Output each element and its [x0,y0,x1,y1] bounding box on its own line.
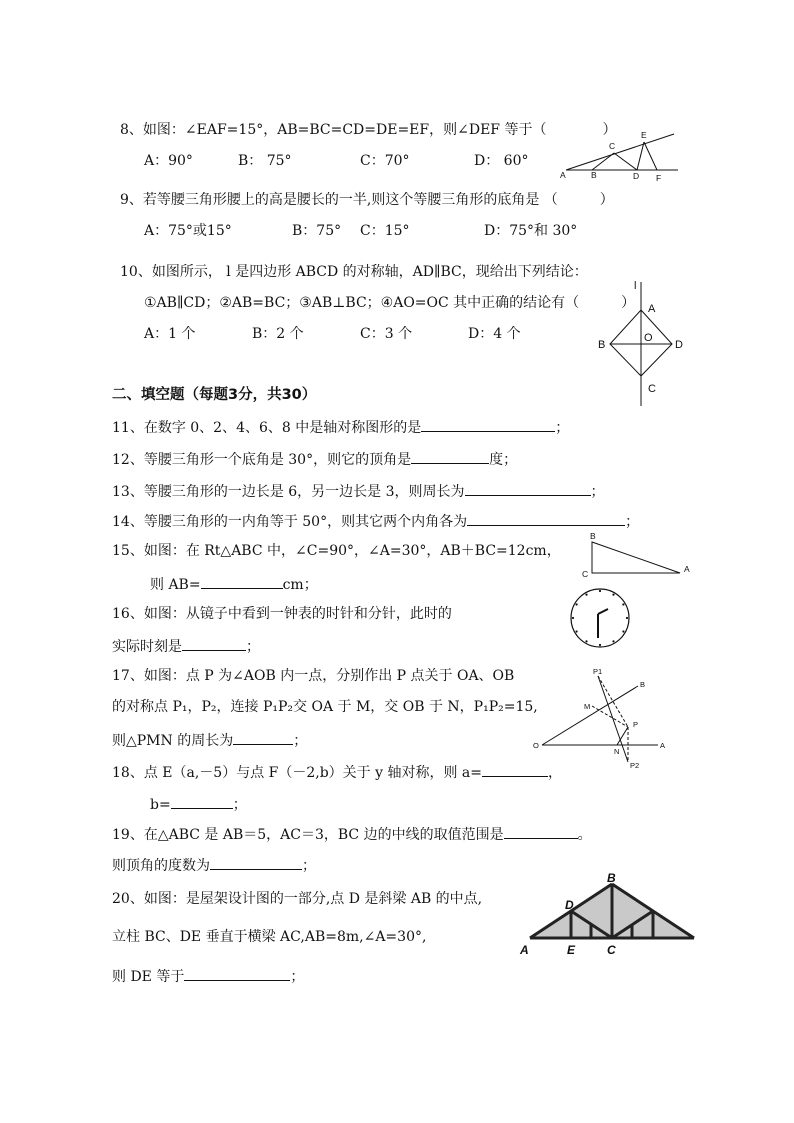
q15-line2 [150,574,318,594]
q18-line1 [112,762,562,782]
q17-answer-blank[interactable] [233,730,293,745]
q10-option-c: C：3 个 [360,326,413,342]
q16-line2 [112,636,260,656]
q8-text: 8、如图：∠EAF=15°，AB=BC=CD=DE=EF，则∠DEF 等于（ ） [120,122,617,138]
q19-angle-blank[interactable] [210,855,302,870]
q8-label-e: E [641,130,647,140]
q18-line2 [150,794,247,814]
q20-label-c: C [607,943,616,957]
q9-text: 9、若等腰三角形腰上的高是腰长的一半,则这个等腰三角形的底角是 （ ） [120,192,614,208]
q17-label-a: A [660,741,666,750]
q12 [112,449,517,469]
q10-label-a: A [648,303,656,315]
q17-label-b: B [640,680,646,689]
q17-figure [530,668,670,772]
q19-line2-pre: 则顶角的度数为 [112,858,210,874]
q20-label-d: D [565,898,574,912]
q20-label-a: A [520,943,529,957]
q14-answer-blank[interactable] [467,511,625,526]
q20-line3-end: ； [290,969,305,985]
q10-text-line2: ①AB∥CD；②AB=BC；③AB⊥BC；④AO=OC 其中正确的结论有（ ） [144,295,636,311]
q17-text-line2: 的对称点 P₁，P₂，连接 P₁P₂交 OA 于 M，交 OB 于 N，P₁P₂=15, [112,699,538,715]
q14 [112,511,639,531]
q15-answer-blank[interactable] [201,574,283,589]
q18-a-blank[interactable] [482,762,548,777]
q8-option-c: C：70° [360,153,410,169]
q20-answer-blank[interactable] [184,966,290,981]
q14-end: ； [625,514,640,530]
q15-label-b: B [590,531,596,541]
q20-line3-pre: 则 DE 等于 [112,969,185,985]
q20-line3 [112,966,304,986]
q8-option-a: A：90° [144,153,193,169]
q19-line2 [112,855,316,875]
q8-label-b: B [591,170,597,180]
q10-option-a: A：1 个 [144,326,196,342]
q15-line2-pre: 则 AB= [150,577,201,593]
q16-line2-end: ； [246,639,260,655]
q9-option-c: C：15° [360,223,410,239]
q10-label-b: B [598,339,606,351]
q17-label-p: P [633,720,639,729]
q17-label-p2: P2 [630,761,640,770]
q10-text-line1: 10、如图所示， l 是四边形 ABCD 的对称轴，AD∥BC，现给出下列结论： [120,264,588,280]
q19-line1 [112,824,592,844]
q15-line2-end: cm； [282,577,318,593]
q10-label-o: O [644,332,653,344]
q8-option-d: D： 60° [474,153,529,169]
q17-label-n: N [614,747,620,756]
q18-line2-pre: b= [150,797,171,813]
q13 [112,481,605,501]
q20-roof-truss-figure [516,872,700,958]
q15-label-a: A [684,564,690,574]
q8-option-b: B： 75° [238,153,292,169]
q13-answer-blank[interactable] [465,481,591,496]
q19-range-blank[interactable] [504,824,578,839]
q8-label-d: D [633,171,640,181]
q11-text: 11、在数字 0、2、4、6、8 中是轴对称图形的是 [112,420,422,436]
q15-label-c: C [582,569,589,579]
q20-label-b: B [607,871,616,885]
q8-figure [560,128,680,184]
q17-line3-end: ； [293,733,308,749]
q17-label-o: O [533,741,539,750]
q10-option-d: D：4 个 [468,326,521,342]
q11-answer-blank[interactable] [421,417,555,432]
q17-text-line1: 17、如图：点 P 为∠AOB 内一点，分别作出 P 点关于 OA、OB [112,668,515,684]
q9-option-a: A：75°或15° [144,223,232,239]
q18-line1-pre: 18、点 E（a,－5）与点 F（－2,b）关于 y 轴对称，则 a= [112,765,483,781]
q15-text-line1: 15、如图：在 Rt△ABC 中，∠C=90°，∠A=30°，AB＋BC=12cm， [112,543,561,559]
q10-figure [594,280,694,408]
q18-b-blank[interactable] [171,794,233,809]
q18-line1-end: ， [548,765,563,781]
q12-text: 12、等腰三角形一个底角是 30°，则它的顶角是 [112,452,412,468]
q13-text: 13、等腰三角形的一边长是 6，另一边长是 3，则周长为 [112,484,465,500]
q17-label-p1: P1 [593,667,603,676]
q17-line3 [112,730,307,750]
q16-clock-figure [568,586,632,650]
q19-line1-pre: 19、在△ABC 是 AB＝5，AC＝3，BC 边的中线的取值范围是 [112,827,504,843]
q16-line2-pre: 实际时刻是 [112,639,182,655]
q14-text: 14、等腰三角形的一内角等于 50°，则其它两个内角各为 [112,514,468,530]
q11-end: ； [555,420,570,436]
q8-label-f: F [656,173,662,183]
q17-line3-pre: 则△PMN 的周长为 [112,733,234,749]
q18-line2-end: ； [232,797,247,813]
section-2-title: 二、填空题（每题3分，共30） [112,387,317,403]
q8-label-c: C [609,141,616,151]
q11 [112,417,569,437]
q10-label-c: C [648,383,656,395]
q12-end: 度； [489,452,518,468]
q9-option-d: D：75°和 30° [484,223,578,239]
q16-text-line1: 16、如图：从镜子中看到一钟表的时针和分针，此时的 [112,606,452,622]
q12-answer-blank[interactable] [411,449,489,464]
q10-label-l: l [634,280,637,292]
q10-label-d: D [675,339,683,351]
q20-label-e: E [567,943,576,957]
q13-end: ； [590,484,605,500]
q20-text-line2: 立柱 BC、DE 垂直于横梁 AC,AB=8m,∠A=30°, [112,929,427,945]
q16-answer-blank[interactable] [182,636,246,651]
q8-label-a: A [560,170,566,180]
q10-option-b: B：2 个 [252,326,304,342]
q17-label-m: M [584,702,591,711]
q19-line1-end: 。 [577,827,592,843]
q20-text-line1: 20、如图：是屋架设计图的一部分,点 D 是斜梁 AB 的中点, [112,891,483,907]
q9-option-b: B：75° [292,223,342,239]
q15-figure [578,530,698,580]
q19-line2-end: ； [302,858,316,874]
